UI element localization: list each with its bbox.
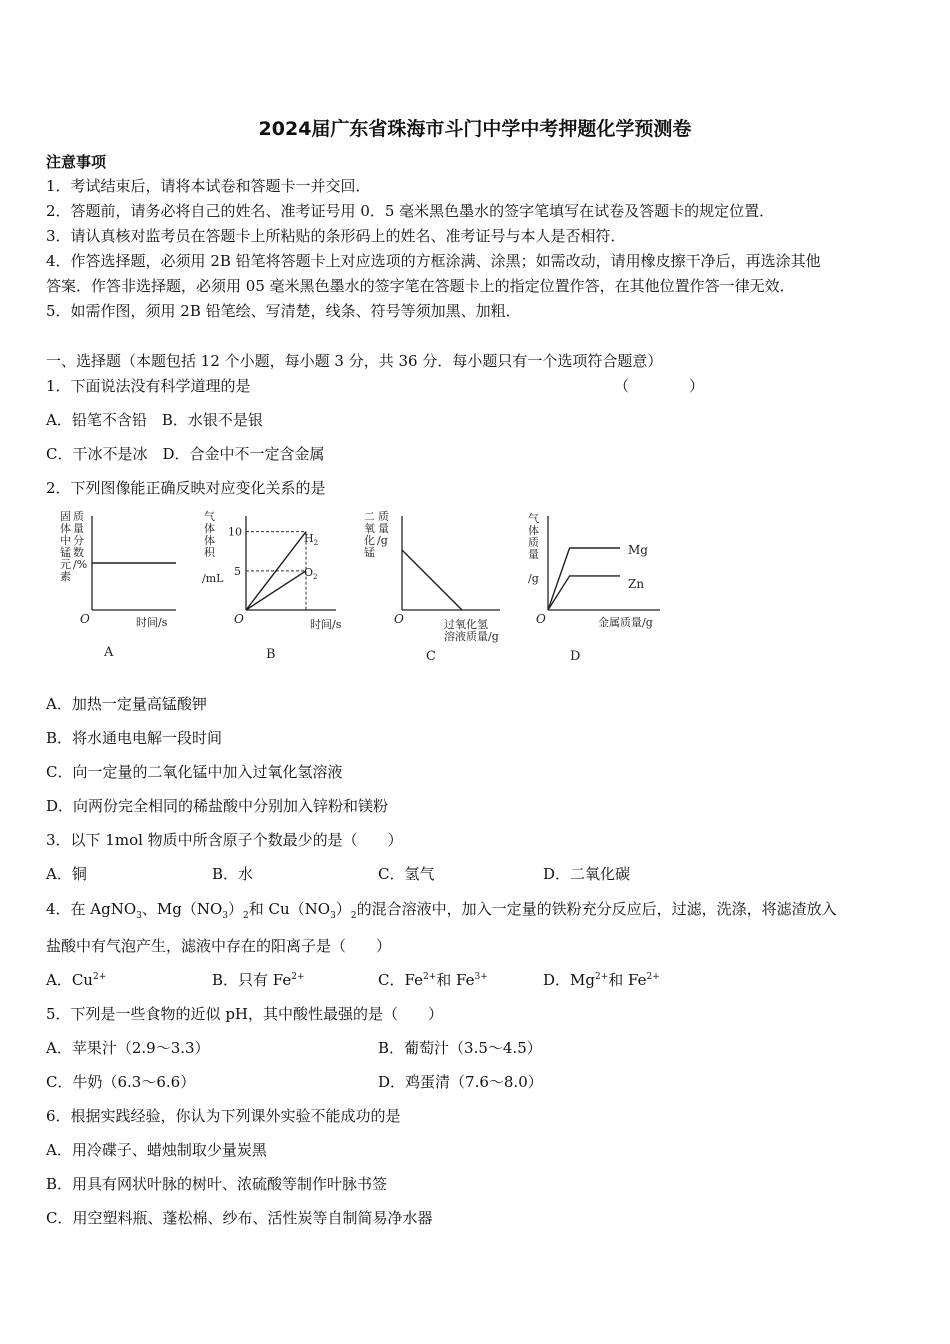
graph-d-mg-label: Mg — [628, 543, 648, 557]
graph-a-ylabel2-2: 量 — [73, 522, 84, 535]
graph-b-o2-line — [246, 571, 306, 610]
graph-d-ylabel-3: 质 — [528, 536, 539, 549]
graph-a-origin: O — [80, 612, 90, 626]
graph-c-ylabel2-1: 质 — [378, 510, 389, 523]
page-title: 2024届广东省珠海市斗门中学中考押题化学预测卷 — [258, 118, 692, 140]
q5-option-a: A．苹果汁（2.9～3.3） — [46, 1039, 210, 1057]
q4-stem-line2: 盐酸中有气泡产生，滤液中存在的阳离子是（ ） — [46, 937, 392, 955]
graph-d-ylabel-5: /g — [528, 572, 539, 585]
graph-a-ylabel2-5: /% — [73, 558, 88, 571]
graph-a-ylabel2-4: 数 — [73, 546, 84, 559]
graph-d-origin: O — [536, 612, 546, 626]
graph-d-zn-label: Zn — [628, 577, 645, 591]
graph-c-ylabel-2: 氧 — [364, 522, 375, 535]
q4-stem-line1: 4．在 AgNO$_3$、$Mg(NO_3)_2$和 $Cu(NO_3)_2$的混合溶液中，加入一定量的铁粉充分反应后，过滤，洗涤，将滤渣放入 — [46, 900, 837, 921]
graph-b-tick-5: 5 — [234, 564, 241, 578]
graph-a-letter: A — [104, 645, 114, 660]
notice-item-1: 1．考试结束后，请将本试卷和答题卡一并交回． — [46, 177, 371, 195]
q1-options-ab: A．铅笔不含铅 B．水银不是银 — [46, 411, 263, 429]
q6-option-a: A．用冷碟子、蜡烛制取少量炭黑 — [46, 1141, 267, 1159]
graph-d-ylabel-4: 量 — [528, 548, 539, 561]
graph-c — [360, 508, 520, 668]
graph-a — [46, 508, 196, 660]
graph-b-xlabel: 时间/s — [310, 618, 342, 631]
q6-stem: 6．根据实践经验，你认为下列课外实验不能成功的是 — [46, 1107, 401, 1125]
q3-option-d: D．二氧化碳 — [543, 865, 631, 883]
notice-heading: 注意事项 — [46, 153, 107, 171]
graph-c-ylabel-1: 二 — [364, 510, 375, 523]
notice-item-4: 4．作答选择题，必须用 2B 铅笔将答题卡上对应选项的方框涂满、涂黑；如需改动，请用橡皮擦干净后，再选涂其他 — [46, 252, 821, 270]
q2-option-d: D．向两份完全相同的稀盐酸中分别加入锌粉和镁粉 — [46, 797, 389, 815]
graph-c-xlabel-1: 过氧化氢 — [444, 618, 488, 631]
graph-b — [198, 508, 360, 660]
q3-option-b: B．水 — [212, 865, 254, 883]
q3-option-a: A．铜 — [46, 865, 87, 883]
graph-d-xlabel: 金属质量/g — [598, 616, 653, 629]
q5-option-d: D．鸡蛋清（7.6～8.0） — [378, 1073, 543, 1091]
graph-a-xlabel: 时间/s — [136, 616, 168, 629]
graph-b-origin: O — [234, 612, 244, 626]
graph-b-letter: B — [266, 647, 276, 660]
graph-b-ylabel-3: 体 — [204, 534, 215, 547]
graph-c-ylabel-3: 化 — [364, 534, 375, 547]
q3-stem: 3．以下 1mol 物质中所含原子个数最少的是（ ） — [46, 831, 403, 849]
graph-d-ylabel-1: 气 — [528, 512, 539, 525]
q4-option-b: B．只有 $Fe^{2+}$ — [212, 971, 305, 989]
notice-item-5: 5．如需作图，须用 2B 铅笔绘、写清楚，线条、符号等须加黑、加粗． — [46, 302, 521, 320]
graph-a-ylabel-6: 素 — [60, 570, 71, 583]
q2-option-c: C．向一定量的二氧化锰中加入过氧化氢溶液 — [46, 763, 343, 781]
q5-option-c: C．牛奶（6.3～6.6） — [46, 1073, 196, 1091]
q5-stem: 5．下列是一些食物的近似 pH，其中酸性最强的是（ ） — [46, 1005, 443, 1023]
graph-c-ylabel2-3: /g — [377, 534, 388, 547]
q1-blank: （ ） — [614, 377, 705, 395]
graph-b-ylabel-5: /mL — [202, 572, 224, 585]
graph-c-line — [402, 550, 462, 610]
graph-c-ylabel2-2: 量 — [378, 522, 389, 535]
graph-b-tick-10: 10 — [228, 525, 242, 539]
q4-option-a: A．$Cu^{2+}$ — [46, 971, 107, 989]
graph-b-o2-label: $O_2$ — [304, 566, 318, 581]
q3-option-c: C．氢气 — [378, 865, 435, 883]
graph-d-letter: D — [570, 649, 581, 664]
graph-a-ylabel-4: 锰 — [60, 546, 71, 559]
graph-b-ylabel-1: 气 — [204, 510, 215, 523]
graph-a-ylabel2-3: 分 — [73, 534, 84, 547]
graph-a-ylabel-3: 中 — [60, 534, 71, 547]
q5-option-b: B．葡萄汁（3.5～4.5） — [378, 1039, 542, 1057]
q6-option-c: C．用空塑料瓶、蓬松棉、纱布、活性炭等自制简易净水器 — [46, 1209, 433, 1227]
graph-d-ylabel-2: 体 — [528, 524, 539, 537]
graph-c-ylabel-4: 锰 — [364, 546, 375, 559]
graph-b-ylabel-4: 积 — [204, 546, 215, 559]
graph-c-origin: O — [394, 612, 404, 626]
notice-item-2: 2．答题前，请务必将自己的姓名、准考证号用 0．5 毫米黑色墨水的签字笔填写在试卷及答题卡的规定位置． — [46, 202, 775, 220]
graph-a-ylabel2-1: 质 — [73, 510, 84, 523]
q1-stem: 1．下面说法没有科学道理的是 — [46, 377, 251, 395]
graph-c-letter: C — [426, 649, 436, 664]
q4-option-d: D．$Mg^{2+}$和 $Fe^{2+}$ — [543, 971, 660, 989]
graph-a-ylabel-2: 体 — [60, 522, 71, 535]
q1-options-cd: C．干冰不是冰 D．合金中不一定含金属 — [46, 445, 325, 463]
graph-d-mg-line — [548, 548, 620, 610]
q2-option-a: A．加热一定量高锰酸钾 — [46, 695, 207, 713]
notice-item-3: 3．请认真核对监考员在答题卡上所粘贴的条形码上的姓名、准考证号与本人是否相符． — [46, 227, 626, 245]
graph-a-ylabel-1: 固 — [60, 510, 71, 523]
q4-option-c: C．$Fe^{2+}$和 $Fe^{3+}$ — [378, 971, 488, 989]
graph-b-ylabel-2: 体 — [204, 522, 215, 535]
graph-d — [520, 508, 680, 668]
graph-c-xlabel-2: 溶液质量/g — [444, 630, 499, 643]
section-heading: 一、选择题（本题包括 12 个小题，每小题 3 分，共 36 分．每小题只有一个选项符合题意） — [46, 352, 663, 370]
q6-option-b: B．用具有网状叶脉的树叶、浓硫酸等制作叶脉书签 — [46, 1175, 388, 1193]
graph-a-ylabel-5: 元 — [60, 558, 71, 571]
graph-b-h2-label: $H_2$ — [304, 532, 319, 547]
q2-stem: 2．下列图像能正确反映对应变化关系的是 — [46, 479, 326, 497]
notice-item-4-cont: 答案．作答非选择题，必须用 05 毫米黑色墨水的签字笔在答题卡上的指定位置作答，在其他位置作答一律无效． — [46, 277, 795, 295]
q2-option-b: B．将水通电电解一段时间 — [46, 729, 223, 747]
